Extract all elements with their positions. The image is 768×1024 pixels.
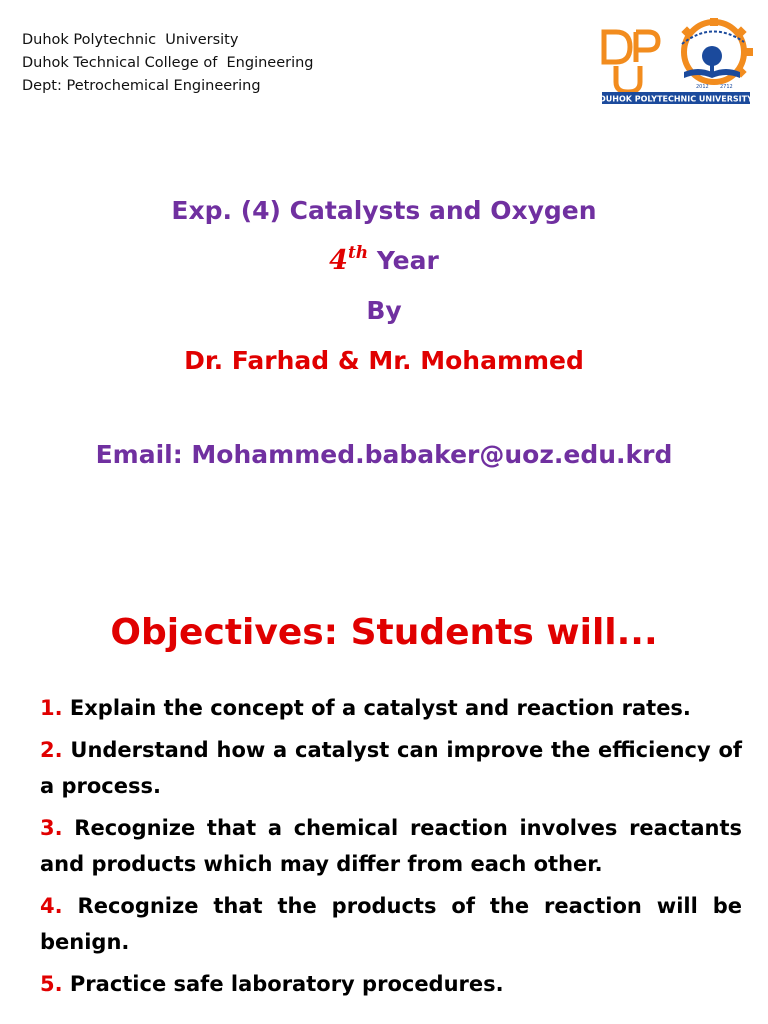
year-word: Year	[376, 246, 439, 275]
objective-text: Practice safe laboratory procedures.	[69, 972, 504, 996]
objective-text: Recognize that the products of the reaction will be benign.	[40, 894, 742, 954]
objective-text: Explain the concept of a catalyst and reaction rates.	[69, 696, 691, 720]
objective-item	[40, 732, 742, 804]
logo-banner-text: DUHOK POLYTECHNIC UNIVERSITY	[599, 94, 753, 104]
logo-year-right: 2712	[720, 84, 733, 90]
objective-text: Understand how a catalyst can improve the efficiency of a process.	[40, 738, 743, 798]
objective-number: 4.	[40, 894, 63, 918]
college-name: Duhok Technical College of Engineering	[22, 55, 314, 71]
title-block	[0, 186, 768, 386]
department-name: Dept: Petrochemical Engineering	[22, 78, 261, 94]
objective-text: Recognize that a chemical reaction involves reactants and products which may differ from each other.	[40, 816, 742, 876]
logo-year-left: 2012	[696, 84, 709, 90]
institution-header	[22, 29, 314, 98]
objectives-list	[40, 690, 742, 1008]
objective-number: 5.	[40, 972, 63, 996]
year-superscript: th	[347, 243, 369, 263]
objective-item	[40, 810, 742, 882]
authors: Dr. Farhad & Mr. Mohammed	[184, 346, 584, 375]
year-line	[0, 236, 768, 286]
objective-number: 3.	[40, 816, 63, 840]
dpu-logo-icon	[598, 18, 754, 106]
contact-email: Email: Mohammed.babaker@uoz.edu.krd	[95, 440, 673, 469]
objective-item	[40, 966, 742, 1002]
objectives-heading: Objectives: Students will...	[110, 612, 658, 653]
university-name: Duhok Polytechnic University	[22, 32, 239, 48]
year-number: 4	[329, 245, 348, 276]
experiment-title: Exp. (4) Catalysts and Oxygen	[171, 196, 597, 225]
objective-item	[40, 888, 742, 960]
objective-item	[40, 690, 742, 726]
by-label: By	[366, 296, 402, 325]
objective-number: 1.	[40, 696, 63, 720]
objective-number: 2.	[40, 738, 63, 762]
university-logo	[598, 18, 754, 106]
